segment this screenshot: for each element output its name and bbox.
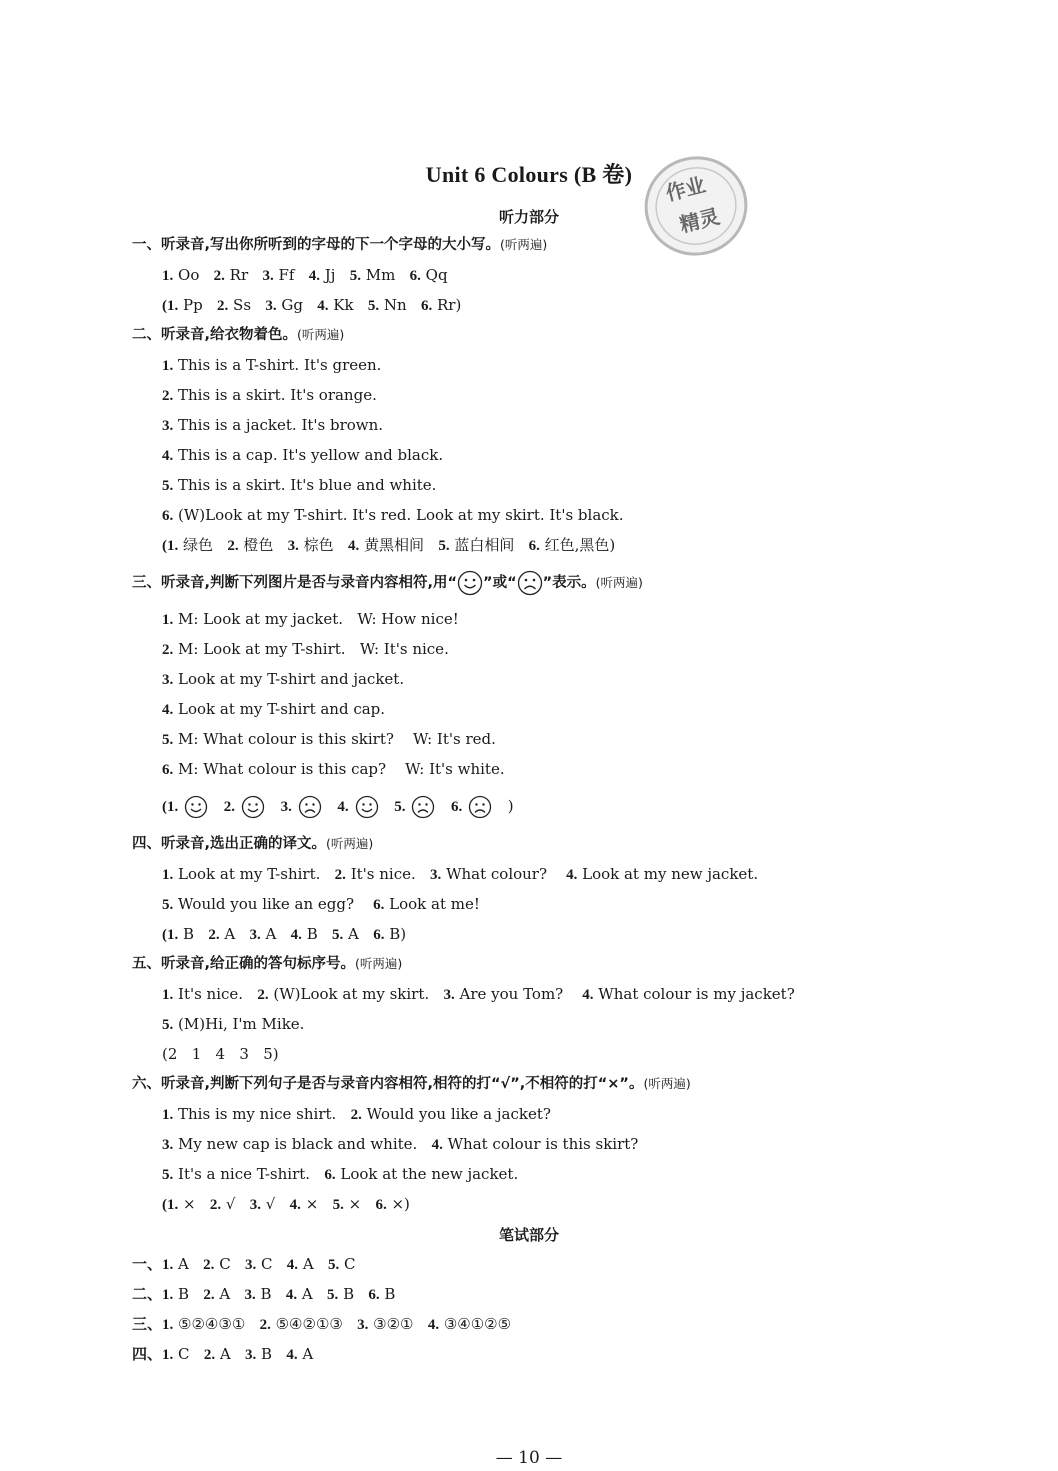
s6-question: 六、听录音,判断下列句子是否与录音内容相符,相符的打“√”,不相符的打“×”。(听两遍): [132, 1076, 691, 1092]
svg-text:精灵: 精灵: [677, 204, 722, 238]
smile-icon: [355, 795, 379, 819]
s3-item: 1. M: Look at my jacket. W: How nice!: [162, 610, 459, 628]
smile-icon: [184, 795, 208, 819]
s3-item: 2. M: Look at my T-shirt. W: It's nice.: [162, 640, 449, 658]
s5-question: 五、听录音,给正确的答句标序号。(听两遍): [132, 956, 403, 972]
s4-items: 1. Look at my T-shirt. 2. It's nice. 3. What colour? 4. Look at my new jacket.: [162, 865, 759, 883]
s2-item: 5. This is a skirt. It's blue and white.: [162, 476, 437, 494]
s5-items: 5. (M)Hi, I'm Mike.: [162, 1015, 305, 1033]
frown-icon: [298, 795, 322, 819]
s6-items: 3. My new cap is black and white. 4. What colour is this skirt?: [162, 1135, 639, 1153]
answer-number: 5.: [394, 799, 406, 815]
s1-answers: (1. Pp 2. Ss 3. Gg 4. Kk 5. Nn 6. Rr): [162, 296, 462, 314]
s3-item: 3. Look at my T-shirt and jacket.: [162, 670, 405, 688]
s2-item: 6. (W)Look at my T-shirt. It's red. Look at my skirt. It's black.: [162, 506, 624, 524]
s6-items: 5. It's a nice T-shirt. 6. Look at the new jacket.: [162, 1165, 519, 1183]
s2-question: 二、听录音,给衣物着色。(听两遍): [132, 327, 345, 343]
s6-answers: (1. × 2. √ 3. √ 4. × 5. × 6. ×): [162, 1195, 410, 1213]
w1-answers: 一、1. A 2. C 3. C 4. A 5. C: [132, 1255, 356, 1273]
answer-number: 3.: [280, 799, 292, 815]
frown-icon: [517, 570, 543, 596]
s5-items: 1. It's nice. 2. (W)Look at my skirt. 3. Are you Tom? 4. What colour is my jacket?: [162, 985, 795, 1003]
s3-question: 三、听录音,判断下列图片是否与录音内容相符,用“ ”或“ ”表示。(听两遍): [132, 570, 643, 596]
frown-icon: [468, 795, 492, 819]
s2-item: 2. This is a skirt. It's orange.: [162, 386, 377, 404]
s4-items: 5. Would you like an egg? 6. Look at me!: [162, 895, 480, 913]
answer-number: 6.: [450, 799, 463, 815]
answer-number: 4.: [337, 799, 349, 815]
s1-items: 1. Oo 2. Rr 3. Ff 4. Jj 5. Mm 6. Qq: [162, 266, 448, 284]
s1-question: 一、听录音,写出你所听到的字母的下一个字母的大小写。(听两遍): [132, 237, 548, 253]
s3-item: 5. M: What colour is this skirt? W: It's red.: [162, 730, 496, 748]
s2-item: 4. This is a cap. It's yellow and black.: [162, 446, 444, 464]
smile-icon: [241, 795, 265, 819]
w2-answers: 二、1. B 2. A 3. B 4. A 5. B 6. B: [132, 1285, 396, 1303]
s4-answers: (1. B 2. A 3. A 4. B 5. A 6. B): [162, 925, 407, 943]
w4-answers: 四、1. C 2. A 3. B 4. A: [132, 1345, 314, 1363]
answer-number: (1.: [162, 799, 179, 815]
s4-question: 四、听录音,选出正确的译文。(听两遍): [132, 836, 374, 852]
svg-text:作业: 作业: [663, 172, 708, 206]
s6-items: 1. This is my nice shirt. 2. Would you like a jacket?: [162, 1105, 551, 1123]
s2-item: 1. This is a T-shirt. It's green.: [162, 356, 382, 374]
s5-answers: (2 1 4 3 5): [162, 1045, 279, 1063]
s2-item: 3. This is a jacket. It's brown.: [162, 416, 384, 434]
smile-icon: [457, 570, 483, 596]
listening-heading: 听力部分: [498, 208, 559, 226]
answer-number: 2.: [223, 799, 236, 815]
s2-answers: (1. 绿色 2. 橙色 3. 棕色 4. 黄黑相间 5. 蓝白相间 6. 红色,黑色): [162, 536, 616, 554]
w3-answers: 三、1. ⑤②④③① 2. ⑤④②①③ 3. ③②① 4. ③④①②⑤: [132, 1315, 512, 1333]
frown-icon: [411, 795, 435, 819]
s3-answers: [162, 795, 514, 819]
answer-close: ): [507, 797, 514, 815]
s3-item: 6. M: What colour is this cap? W: It's white.: [162, 760, 505, 778]
page-title: Unit 6 Colours (B 卷): [425, 162, 633, 187]
s3-item: 4. Look at my T-shirt and cap.: [162, 700, 386, 718]
writing-heading: 笔试部分: [498, 1226, 559, 1244]
page-number: — 10 —: [495, 1448, 563, 1468]
